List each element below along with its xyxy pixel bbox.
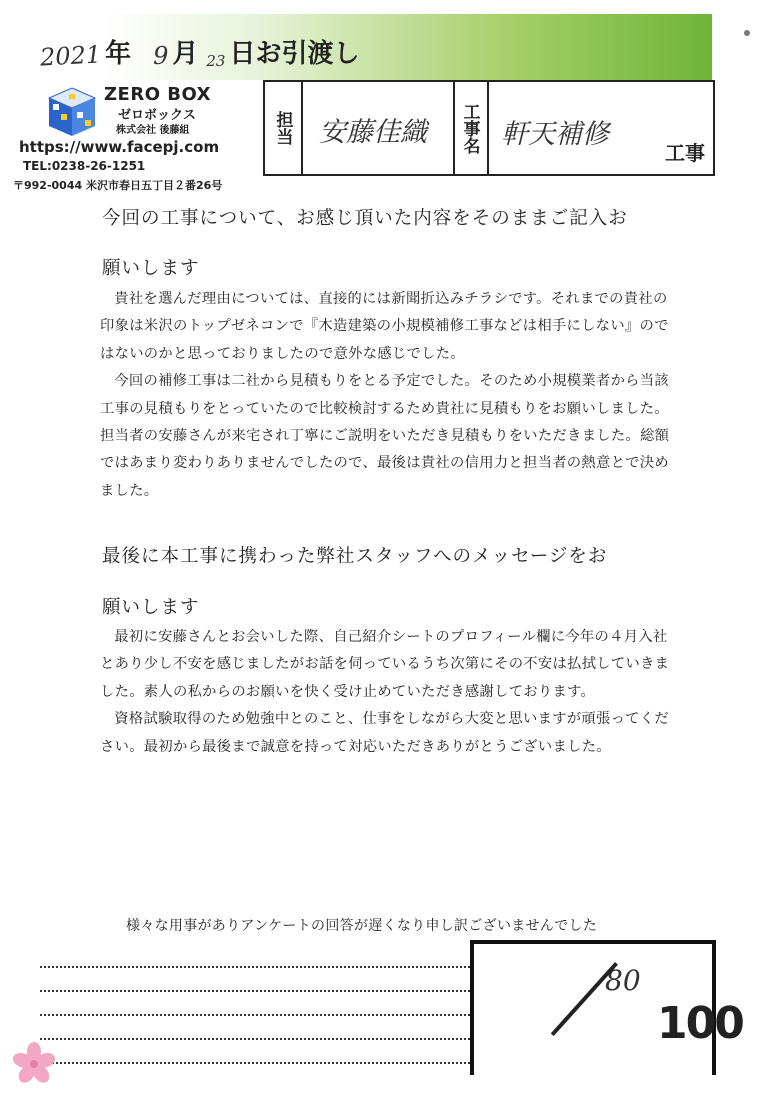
answer-2-paragraph: 最初に安藤さんとお会いした際、自己紹介シートのプロフィール欄に今年の４月入社とあり少し不安を感じましたがお話を伺っているうち次第にその不安は払拭していきました。素人の私からのお願いを快く受け止めていただき感謝しております。 (100, 629, 670, 700)
project-suffix: 工事 (665, 141, 705, 165)
dotted-line (40, 1014, 470, 1016)
answer-2 (100, 624, 680, 761)
date-year-handwritten: 2021 (39, 40, 102, 72)
question-2-line-2: 願いします (102, 597, 200, 618)
company-address: 〒992-0044 米沢市春日五丁目２番26号 (13, 179, 223, 192)
company-legal-name: 株式会社 後藤組 (116, 125, 190, 136)
question-1-line-2: 願いします (102, 258, 200, 279)
answer-1 (100, 286, 680, 505)
company-name: ZERO BOX (104, 84, 212, 105)
date-month-handwritten: 9 (153, 42, 169, 70)
answer-1-paragraph: 貴社を選んだ理由については、直接的には新聞折込みチラシです。それまでの貴社の印象は米沢のトップゼネコンで『木造建築の小規模補修工事などは相手にしない』のではないのかと思っておりましたので意外な感じでした。 (100, 291, 669, 362)
question-1-line-1: 今回の工事について、お感じ頂いた内容をそのままご記入お (102, 208, 628, 229)
sakura-flower-icon (10, 1040, 58, 1088)
company-name-kana: ゼロボックス (118, 108, 196, 123)
staff-label: 担当 (265, 82, 303, 174)
question-2-line-1: 最後に本工事に携わった弊社スタッフへのメッセージをお (102, 546, 608, 567)
date-tail-label: 日お引渡し (229, 39, 360, 69)
dotted-line (40, 990, 470, 992)
staff-name-cell (301, 82, 455, 174)
staff-name-handwritten: 安藤佳織 (319, 117, 427, 148)
date-year-label: 年 (105, 39, 132, 69)
answer-1-paragraph: 今回の補修工事は二社から見積もりをとる予定でした。そのため小規模業者から当該工事の見積もりをとっていたので比較検討するため貴社に見積もりをお願いしました。担当者の安藤さんが来宅され丁寧にご説明をいただき見積もりをいただきました。総額ではあまり変わりありませんでしたので、最後は貴社の信用力と担当者の熱意とで決めました。 (100, 373, 670, 499)
dotted-line (40, 1038, 470, 1040)
handover-date (40, 30, 360, 70)
company-url[interactable]: https://www.facepj.com (19, 138, 220, 156)
date-month-label: 月 (172, 39, 199, 69)
scan-dot (744, 30, 750, 36)
score-handwritten: 80 (605, 964, 641, 997)
date-day-handwritten: 23 (206, 52, 226, 70)
project-name-cell (487, 82, 713, 174)
dotted-line (40, 1062, 470, 1064)
company-tel: TEL:0238-26-1251 (23, 159, 146, 173)
project-name-handwritten: 軒天補修 (501, 119, 609, 150)
staff-project-table (263, 80, 715, 176)
apology-note: 様々な用事がありアンケートの回答が遅くなり申し訳ございませんでした (126, 918, 598, 934)
project-label: 工事名 (453, 82, 489, 174)
zero-box-cube-icon (47, 86, 97, 138)
score-max: 100 (657, 998, 743, 1049)
answer-2-paragraph: 資格試験取得のため勉強中とのこと、仕事をしながら大変と思いますが頑張ってください。最初から最後まで誠意を持って対応いただきありがとうございました。 (100, 711, 669, 755)
dotted-line (40, 966, 470, 968)
